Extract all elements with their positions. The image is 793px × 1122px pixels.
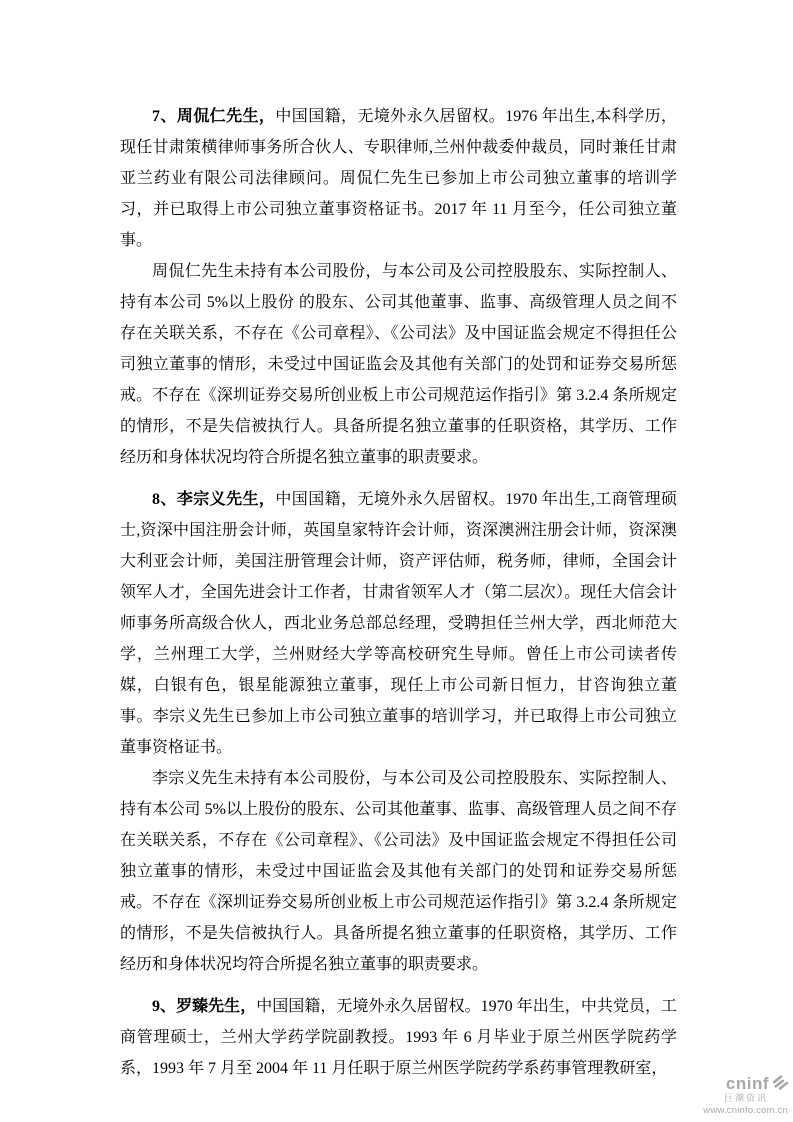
cninfo-watermark — [703, 1075, 788, 1116]
paragraph-text: 中国国籍，无境外永久居留权。1970 年出生，中共党员，工商管理硕士，兰州大学药学院副教授。1993 年 6 月毕业于原兰州医学院药学系，1993 年 7 月至 2004 年 11 月任职于原兰州医学院药学系药事管理教研室， — [120, 998, 677, 1077]
paragraph-text: 中国国籍，无境外永久居留权。1976 年出生,本科学历，现任甘肃策横律师事务所合伙人、专职律师,兰州仲裁委仲裁员，同时兼任甘肃亚兰药业有限公司法律顾问。周侃仁先生已参加上市公司独立董事的培训学习，并已取得上市公司独立董事资格证书。2017 年 11 月至今，任公司独立董事。 — [120, 108, 677, 249]
paragraph-item-8-independence — [120, 763, 677, 980]
paragraph-text: 周侃仁先生未持有本公司股份，与本公司及公司控股股东、实际控制人、持有本公司 5%以上股份 的股东、公司其他董事、监事、高级管理人员之间不存在关联关系，不存在《公司章程》、《公司法》及中国证监会规定不得担任公司独立董事的情形，未受过中国证监会及其他有关部门的处罚和证券交易所惩戒。不存在《深圳证券交易所创业板上市公司规范运作指引》第 3.2.4 条所规定的情形，不是失信被执行人。具备所提名独立董事的任职资格，其学历、工作经历和身体状况均符合所提名独立董事的职责要求。 — [120, 263, 677, 466]
cninfo-brand-chinese: 巨潮资讯 — [723, 1092, 768, 1103]
paragraph-text: 李宗义先生未持有本公司股份，与本公司及公司控股股东、实际控制人、持有本公司 5%以上股份的股东、公司其他董事、监事、高级管理人员之间不存在关联关系，不存在《公司章程》、《公司法》及中国证监会规定不得担任公司独立董事的情形，未受过中国证监会及其他有关部门的处罚和证券交易所惩戒。不存在《深圳证券交易所创业板上市公司规范运作指引》第 3.2.4 条所规定的情形，不是失信被执行人。具备所提名独立董事的任职资格，其学历、工作经历和身体状况均符合所提名独立董事的职责要求。 — [120, 770, 677, 973]
person-name-li-zongyi: 8、李宗义先生， — [152, 491, 276, 508]
paragraph-item-7-bio — [120, 101, 677, 256]
cninfo-brand-text: cninf — [725, 1073, 769, 1093]
paragraph-item-8-bio — [120, 484, 677, 763]
document-body — [120, 90, 677, 1084]
cninfo-brand-row — [703, 1075, 788, 1092]
cninfo-swirl-icon — [772, 1075, 788, 1091]
paragraph-text: 中国国籍，无境外永久居留权。1970 年出生,工商管理硕士,资深中国注册会计师，英国皇家特许会计师，资深澳洲注册会计师，资深澳大利亚会计师，美国注册管理会计师，资产评估师，税务师，律师，全国会计领军人才，全国先进会计工作者，甘肃省领军人才（第二层次）。现任大信会计师事务所高级合伙人，西北业务总部总经理，受聘担任兰州大学，西北师范大学，兰州理工大学，兰州财经大学等高校研究生导师。曾任上市公司读者传媒，白银有色，银星能源独立董事，现任上市公司新日恒力，甘咨询独立董事。李宗义先生已参加上市公司独立董事的培训学习，并已取得上市公司独立董事资格证书。 — [120, 491, 677, 756]
paragraph-item-9-bio — [120, 991, 677, 1084]
person-name-zhou-kanren: 7、周侃仁先生， — [152, 108, 276, 125]
person-name-luo-zhen: 9、罗臻先生， — [152, 998, 257, 1015]
paragraph-item-7-independence — [120, 256, 677, 473]
cninfo-url: www.cninfo.com.cn — [703, 1104, 788, 1116]
